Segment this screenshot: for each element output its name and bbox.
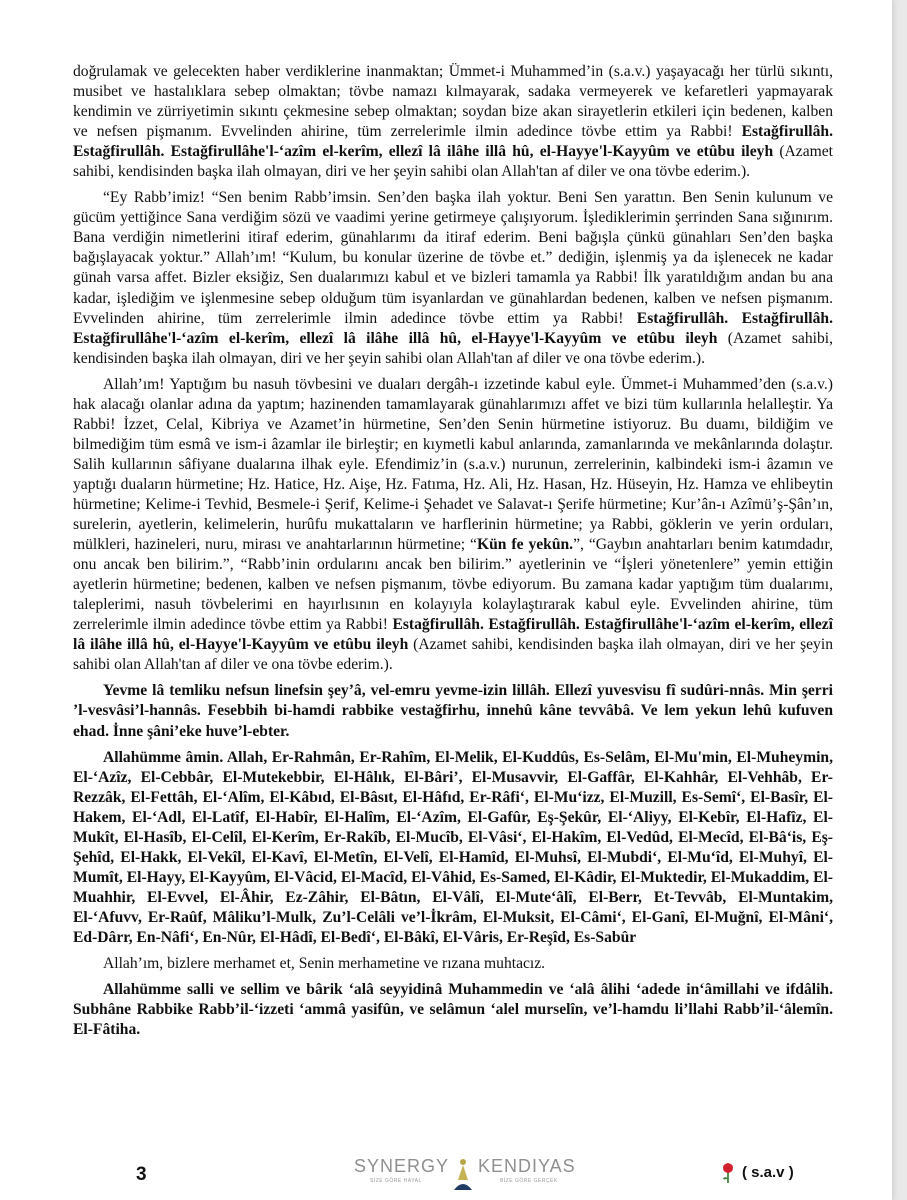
- page-footer: [0, 1150, 892, 1200]
- text-run: Allah’ım! Yaptığım bu nasuh tövbesini ve duaları dergâh-ı izzetinde kabul eyle. Ümmet-i Muhammed’den (s.a.v.) hak alacağı olanlar adına da yaptım; hazinenden tamamlayarak günahlarımızı affet ve bizi tüm kullarınla helalleştir. Ya Rabbi! İzzet, Celal, Kibriya ve Azamet’in hürmetine, Sen’den Senin hürmetine istiyoruz. Bu duamı, bildiğim ve bilmediğim tüm esmâ ve ism-i âzamlar ile birleştir; en kıymetli kabul anlarında, zamanlarında ve mekânlarında dolaştır. Salih kullarının sâfiyane dualarına ilhak eyle. Efendimiz’in (s.a.v.) nurunun, zerrelerinin, kalbindeki ism-i âzamın ve yaptığı duaların hürmetine; Hz. Hatice, Hz. Aişe, Hz. Fatıma, Hz. Ali, Hz. Hasan, Hz. Hüseyin, Hz. Hamza ve ehlibeytin hürmetine; Kelime-i Tevhid, Besmele-i Şerif, Kelime-i Şehadet ve Salavat-ı Şerife hürmetine; Kur’ân-ı Azîmü’ş-Şân’ın, surelerin, ayetlerin, kelimelerin, hurûfu mukattaların ve harflerinin hürmetine; ya Rabbi, göklerin ve yerin orduları, mülkleri, hazineleri, nuru, mirası ve anahtarlarının hürmetine; “: [73, 375, 833, 554]
- document-body: [73, 62, 833, 1046]
- brand-logo: [354, 1156, 574, 1192]
- logo-figure-icon: [450, 1156, 476, 1192]
- bold-text: Kün fe yekûn.: [476, 536, 574, 554]
- paragraph-4: [73, 681, 833, 741]
- paragraph-2: [73, 188, 833, 368]
- text-run: Allah’ım, bizlere merhamet et, Senin merhametine ve rızana muhtacız.: [103, 955, 546, 973]
- bold-text: Estağfirullâh. Estağfirullâh. Estağfirullâhe'l-‘azîm el-kerîm, ellezî lâ ilâhe illâ hû, el-Hayye'l-Kayyûm ve etûbu ileyh: [73, 616, 833, 654]
- bold-text: Estağfirullâh. Estağfirullâh. Estağfirullâhe'l-‘azîm el-kerîm, ellezî lâ ilâhe illâ hû, el-Hayye'l-Kayyûm ve etûbu ileyh: [73, 309, 833, 347]
- paragraph-5: [73, 748, 833, 948]
- text-run: doğrulamak ve gelecekten haber verdiklerine inanmaktan; Ümmet-i Muhammed’in (s.a.v.) yaşayacağı her türlü sıkıntı, musibet ve hastalıklara sebep olmaktan; tövbe namazı kılmayarak, sadaka vermeyerek ve kefaretleri yapmayarak kendimin ve zürriyetimin sıkıntı çekmesine sebep olmaktan; soydan bize akan sirayetlerin etkileri için bedenen, kalben ve nefsen pişmanım. Evvelinden ahirine, tüm zerrelerimle ilmin adedince tövbe ettim ya Rabbi!: [73, 63, 833, 141]
- logo-tagline-right: BİZE GÖRE GERÇEK: [500, 1178, 558, 1184]
- page-number: 3: [136, 1164, 147, 1185]
- logo-word-left: SYNERGY: [354, 1156, 450, 1176]
- bold-text: Allahümme âmin. Allah, Er-Rahmân, Er-Rahîm, El-Melik, El-Kuddûs, Es-Selâm, El-Mu'min, El-Muheymin, El-‘Azîz, El-Cebbâr, El-Mutekebbir, El-Hâlık, El-Bâri’, El-Musavvir, El-Gaffâr, El-Kahhâr, El-Vehhâb, Er-Rezzâk, El-Fettâh, El-‘Alîm, El-Kâbıd, El-Bâsıt, El-Hâfıd, Er-Râfi‘, El-Mu‘izz, El-Muzill, Es-Semî‘, El-Basîr, El-Hakem, El-‘Adl, El-Latîf, El-Habîr, El-Halîm, El-‘Azîm, El-Gafûr, Eş-Şekûr, El-‘Aliyy, El-Kebîr, El-Hafîz, El-Mukît, El-Hasîb, El-Celîl, El-Kerîm, Er-Rakîb, El-Mucîb, El-Vâsi‘, El-Hakîm, El-Vedûd, El-Mecîd, El-Bâ‘is, Eş-Şehîd, El-Hakk, El-Vekîl, El-Kavî, El-Metîn, El-Velî, El-Hamîd, El-Muhsî, El-Mubdi‘, El-Mu‘îd, El-Muhyî, El-Mumît, El-Hayy, El-Kayyûm, El-Vâcid, El-Macîd, El-Vâhid, Es-Samed, El-Kâdir, El-Muktedir, El-Mukaddim, El-Muahhir, El-Evvel, El-Âhir, Ez-Zâhir, El-Bâtın, El-Vâlî, El-Mute‘âlî, El-Berr, Et-Tevvâb, El-Muntakim, El-‘Afuvv, Er-Raûf, Mâliku’l-Mulk, Zu’l-Celâli ve’l-İkrâm, El-Muksit, El-Câmi‘, El-Ganî, El-Muğnî, El-Mâni‘, Ed-Dârr, En-Nâfi‘, En-Nûr, El-Hâdî, El-Bedî‘, El-Bâkî, El-Vâris, Er-Reşîd, Es-Sabûr: [73, 748, 833, 946]
- sav-label: ( s.a.v ): [742, 1164, 794, 1181]
- paragraph-3: [73, 375, 833, 676]
- bold-text: Estağfirullâh. Estağfirullâh. Estağfirullâhe'l-‘azîm el-kerîm, ellezî lâ ilâhe illâ hû, el-Hayye'l-Kayyûm ve etûbu ileyh: [73, 123, 833, 161]
- text-run: (Azamet sahibi, kendisinden başka ilah olmayan, diri ve her şeyin sahibi olan Allah'tan af diler ve ona tövbe ederim.).: [73, 636, 833, 674]
- paragraph-6: [73, 954, 833, 974]
- text-run: (Azamet sahibi, kendisinden başka ilah olmayan, diri ve her şeyin sahibi olan Allah'tan af diler ve ona tövbe ederim.).: [73, 143, 834, 181]
- logo-tagline-left: SİZE GÖRE HAYAL: [370, 1178, 422, 1184]
- rose-icon: [721, 1162, 735, 1184]
- logo-word-right: KENDIYAS: [478, 1156, 576, 1176]
- text-run: ”, “Gaybın anahtarları benim katımdadır, onu ancak ben bilirim.”, “Rabb’inin ordularını ancak ben bilirim.” ayetlerinin ve “İşleri yönetenlere” yemin ettiğin ayetlerin hürmetine; bedenen, kalben ve nefsen pişmanım, tövbe ediyorum. Bu zamana kadar yaptığım tüm dualarımı, taleplerimi, nasuh tövbelerimi en hayırlısının en kolayıyla kolaylaştırarak kabul eyle. Evvelinden ahirine, tüm zerrelerimle ilmin adedince tövbe ettim ya Rabbi!: [73, 536, 833, 634]
- paragraph-1: [73, 62, 833, 182]
- text-run: (Azamet sahibi, kendisinden başka ilah olmayan, diri ve her şeyin sahibi olan Allah'tan af diler ve ona tövbe ederim.).: [73, 329, 833, 367]
- text-run: Allahümme salli ve sellim ve bârik ‘alâ seyyidinâ Muhammedin ve ‘alâ âlihi ‘adede in‘âmillahi ve ifdâlih. Subhâne Rabbike Rabb’il-‘izzeti ‘ammâ yasifûn, ve selâmun ‘alel murselîn, ve’l-hamdu li’llahi Rabb’il-‘âlemîn. El-Fâtiha.: [73, 981, 833, 1039]
- text-run: “Ey Rabb’imiz! “Sen benim Rabb’imsin. Sen’den başka ilah yoktur. Beni Sen yarattın. Ben Senin kulunum ve gücüm yettiğince Sana verdiğim sözü ve vaadimi yerine getirmeye çalışıyorum. İşlediklerimin şerrinden Sana sığınırım. Bana verdiğin nimetlerini itiraf ederim, günahlarımı da itiraf ederim. Beni bağışla çünkü günahları Sen’den başka bağışlayacak yoktur.” Allah’ım! “Kulum, bu konular üzerine de tövbe et.” dediğin, işlenmiş ya da işlenecek ne kadar günah varsa affet. Bizler eksiğiz, Sen dualarımızı kabul et ve bizleri tamamla ya Rabbi! İlk yaratıldığım andan bu ana kadar, işlediğim ve işlenmesine sebep olduğum tüm isyanlardan ve günahlardan bedenen, kalben ve nefsen pişmanım. Evvelinden ahirine, tüm zerrelerimle ilmin adedince tövbe ettim ya Rabbi!: [73, 189, 833, 327]
- bold-text: Yevme lâ temliku nefsun linefsin şey’â, vel-emru yevme-izin lillâh. Ellezî yuvesvisu fî sudûri-nnâs. Min şerri ’l-vesvâsi’l-hannâs. Fesebbih bi-hamdi rabbike vestağfirhu, innehû kâne tevvâbâ. Ve lem yekun lehû kufuven ehad. İnne şâni’eke huve’l-ebter.: [73, 682, 833, 740]
- paragraph-7: [73, 980, 833, 1040]
